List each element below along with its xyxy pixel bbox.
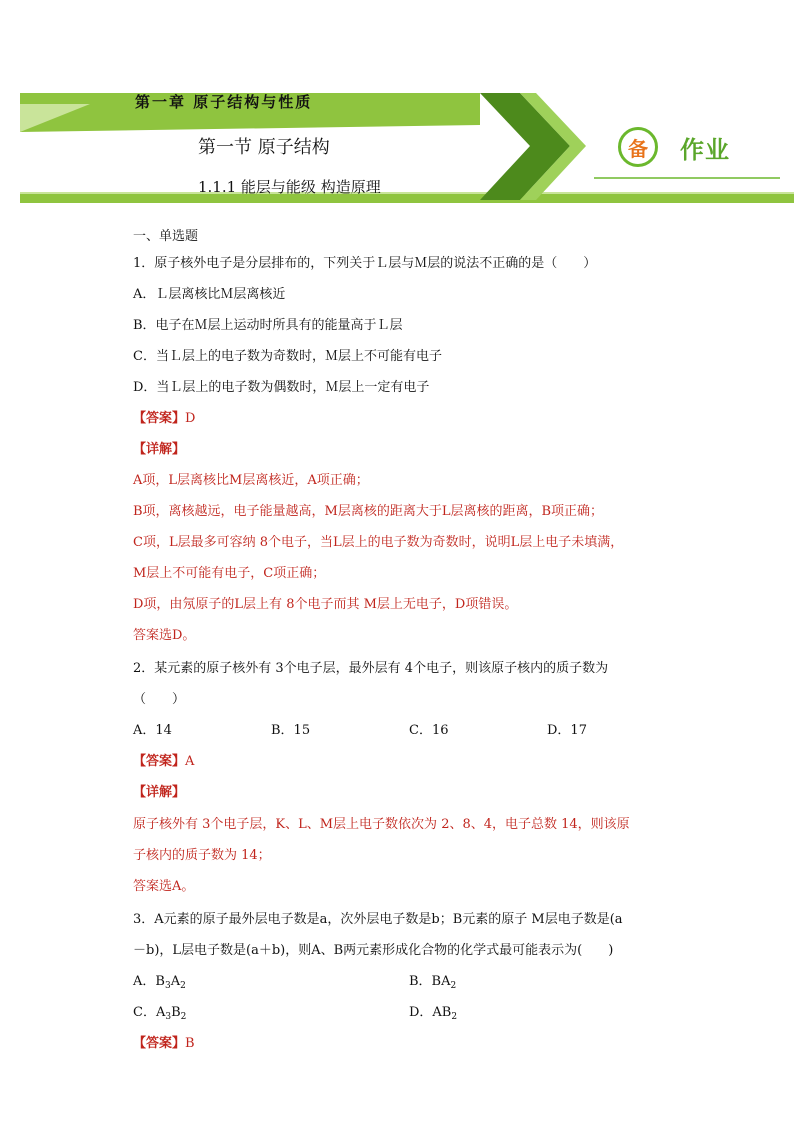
subscript: 2	[180, 981, 186, 991]
q2-detail-line: 原子核外有 3个电子层，K、L、M层上电子数依次为 2、8、4，电子总数 14，则该原	[133, 817, 630, 832]
q3-stem-cont: －b)，L层电子数是(a＋b)，则A、B两元素形成化合物的化学式最可能表示为( )	[133, 943, 614, 958]
formula-part: B．BA	[409, 974, 451, 989]
q3-option-b	[409, 973, 456, 991]
q2-stem-cont: （ ）	[133, 692, 186, 707]
q1-option-c: C．当Ｌ层上的电子数为奇数时，Ｍ层上不可能有电子	[133, 349, 442, 364]
q1-stem: 1．原子核外电子是分层排布的，下列关于Ｌ层与Ｍ层的说法不正确的是（ ）	[133, 256, 597, 271]
q2-stem: 2．某元素的原子核外有 3个电子层，最外层有 4个电子，则该原子核内的质子数为	[133, 661, 609, 676]
subscript: 3	[164, 981, 171, 991]
chevron-shape	[480, 93, 570, 200]
badge-label: 作业	[680, 136, 730, 164]
q2-option-a: A．14	[133, 723, 172, 738]
q2-detail-line: 子核内的质子数为 14；	[133, 848, 271, 863]
q1-option-d: D．当Ｌ层上的电子数为偶数时，Ｍ层上一定有电子	[133, 380, 430, 395]
q2-option-b: B．15	[271, 723, 311, 738]
formula-part: D．AB	[409, 1005, 452, 1020]
section-heading: 一、单选题	[133, 229, 199, 244]
q2-conclusion: 答案选A。	[133, 879, 195, 894]
q1-option-b: B．电子在Ｍ层上运动时所具有的能量高于Ｌ层	[133, 318, 403, 333]
bottom-green-band	[20, 194, 794, 203]
q3-stem: 3．A元素的原子最外层电子数是a，次外层电子数是b；B元素的原子 M层电子数是(a	[133, 912, 623, 927]
subscript: 2	[451, 1012, 458, 1022]
answer-value: D	[185, 411, 196, 426]
subscript: 2	[450, 981, 457, 991]
answer-value: A	[185, 754, 195, 769]
q2-answer	[133, 753, 194, 771]
answer-value: B	[185, 1036, 195, 1051]
header-banner-graphic	[0, 0, 794, 215]
q2-option-d: D．17	[547, 723, 587, 738]
chapter-title: 第一章 原子结构与性质	[135, 93, 313, 111]
q3-option-a	[133, 973, 186, 991]
page-header	[0, 0, 794, 215]
q1-detail-line: A项，L层离核比M层离核近，A项正确；	[133, 473, 369, 488]
formula-part: A	[170, 974, 181, 989]
answer-label: 【答案】	[133, 754, 186, 769]
subscript: 3	[165, 1012, 172, 1022]
formula-part: A．B	[133, 974, 165, 989]
section-title: 第一节 原子结构	[198, 137, 330, 158]
q2-detail-label: 【详解】	[133, 785, 186, 800]
q3-answer	[133, 1035, 195, 1053]
q1-detail-line: C项，L层最多可容纳 8个电子，当L层上的电子数为奇数时，说明L层上电子未填满，	[133, 535, 624, 550]
answer-label: 【答案】	[133, 1036, 186, 1051]
q3-option-d	[409, 1004, 457, 1022]
answer-label: 【答案】	[133, 411, 186, 426]
q1-detail-label: 【详解】	[133, 442, 186, 457]
q1-detail-line: B项，离核越远，电子能量越高，M层离核的距离大于L层离核的距离，B项正确；	[133, 504, 604, 519]
q1-detail-line: D项，由氖原子的L层上有 8个电子而其 M层上无电子，D项错误。	[133, 597, 518, 612]
q1-conclusion: 答案选D。	[133, 628, 196, 643]
bottom-band-highlight	[20, 192, 794, 194]
q2-option-c: C．16	[409, 723, 449, 738]
badge-icon: 备	[618, 127, 658, 167]
subscript: 2	[180, 1012, 187, 1022]
formula-part: B	[171, 1005, 181, 1020]
q1-option-a: A．Ｌ层离核比Ｍ层离核近	[133, 287, 286, 302]
formula-part: C．A	[133, 1005, 166, 1020]
q3-option-c	[133, 1004, 186, 1022]
lesson-title: 1.1.1 能层与能级 构造原理	[198, 178, 381, 196]
q1-detail-line: M层上不可能有电子，C项正确；	[133, 566, 326, 581]
q1-answer	[133, 410, 195, 428]
